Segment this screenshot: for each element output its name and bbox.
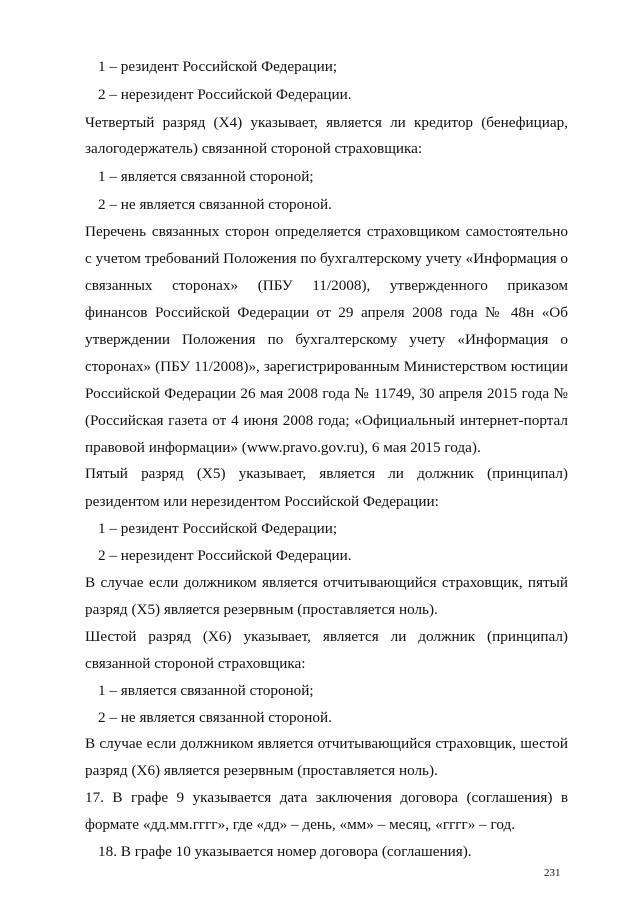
text-line-5: 1 – является связанной стороной; (98, 168, 314, 185)
text-line-4: залогодержатель) связанной стороной страховщика: (85, 140, 423, 157)
text-line-12: сторонах» (ПБУ 11/2008)», зарегистрированным Министерством юстиции (85, 358, 568, 375)
text-line-17: резидентом или нерезидентом Российской Федерации: (85, 493, 439, 510)
text-line-6: 2 – не является связанной стороной. (98, 196, 332, 213)
text-line-15: правовой информации» (www.pravo.gov.ru), 6 мая 2015 года). (85, 439, 481, 456)
text-line-9: связанных сторонах» (ПБУ 11/2008), утвержденного приказом (85, 277, 568, 294)
text-line-29: формате «дд.мм.гггг», где «дд» – день, «мм» – месяц, «гггг» – год. (85, 816, 516, 833)
text-line-1: 1 – резидент Российской Федерации; (98, 58, 338, 75)
text-line-2: 2 – нерезидент Российской Федерации. (98, 86, 352, 103)
text-line-22: Шестой разряд (Х6) указывает, является ли должник (принципал) (85, 628, 568, 645)
text-line-23: связанной стороной страховщика: (85, 655, 306, 672)
text-line-24: 1 – является связанной стороной; (98, 682, 314, 699)
text-line-10: финансов Российской Федерации от 29 апреля 2008 года № 48н «Об (85, 304, 568, 321)
text-line-30: 18. В графе 10 указывается номер договора (соглашения). (98, 843, 472, 860)
page-number: 231 (544, 867, 561, 879)
text-line-26: В случае если должником является отчитывающийся страховщик, шестой (85, 735, 568, 752)
text-line-21: разряд (Х5) является резервным (проставляется ноль). (85, 601, 438, 618)
text-line-11: утверждении Положения по бухгалтерскому учету «Информация о (85, 331, 568, 348)
text-line-27: разряд (Х6) является резервным (проставляется ноль). (85, 762, 438, 779)
text-line-28: 17. В графе 9 указывается дата заключения договора (соглашения) в (85, 789, 568, 806)
text-line-14: (Российская газета от 4 июня 2008 года; «Официальный интернет-портал (85, 412, 568, 429)
text-line-25: 2 – не является связанной стороной. (98, 709, 332, 726)
text-line-19: 2 – нерезидент Российской Федерации. (98, 547, 352, 564)
text-line-3: Четвертый разряд (Х4) указывает, является ли кредитор (бенефициар, (85, 114, 568, 131)
text-line-7: Перечень связанных сторон определяется страховщиком самостоятельно (85, 223, 568, 240)
text-line-16: Пятый разряд (Х5) указывает, является ли должник (принципал) (85, 465, 568, 482)
text-line-18: 1 – резидент Российской Федерации; (98, 520, 338, 537)
text-line-8: с учетом требований Положения по бухгалтерскому учету «Информация о (85, 250, 568, 267)
text-line-20: В случае если должником является отчитывающийся страховщик, пятый (85, 574, 568, 591)
text-line-13: Российской Федерации 26 мая 2008 года № 11749, 30 апреля 2015 года № (85, 385, 568, 402)
